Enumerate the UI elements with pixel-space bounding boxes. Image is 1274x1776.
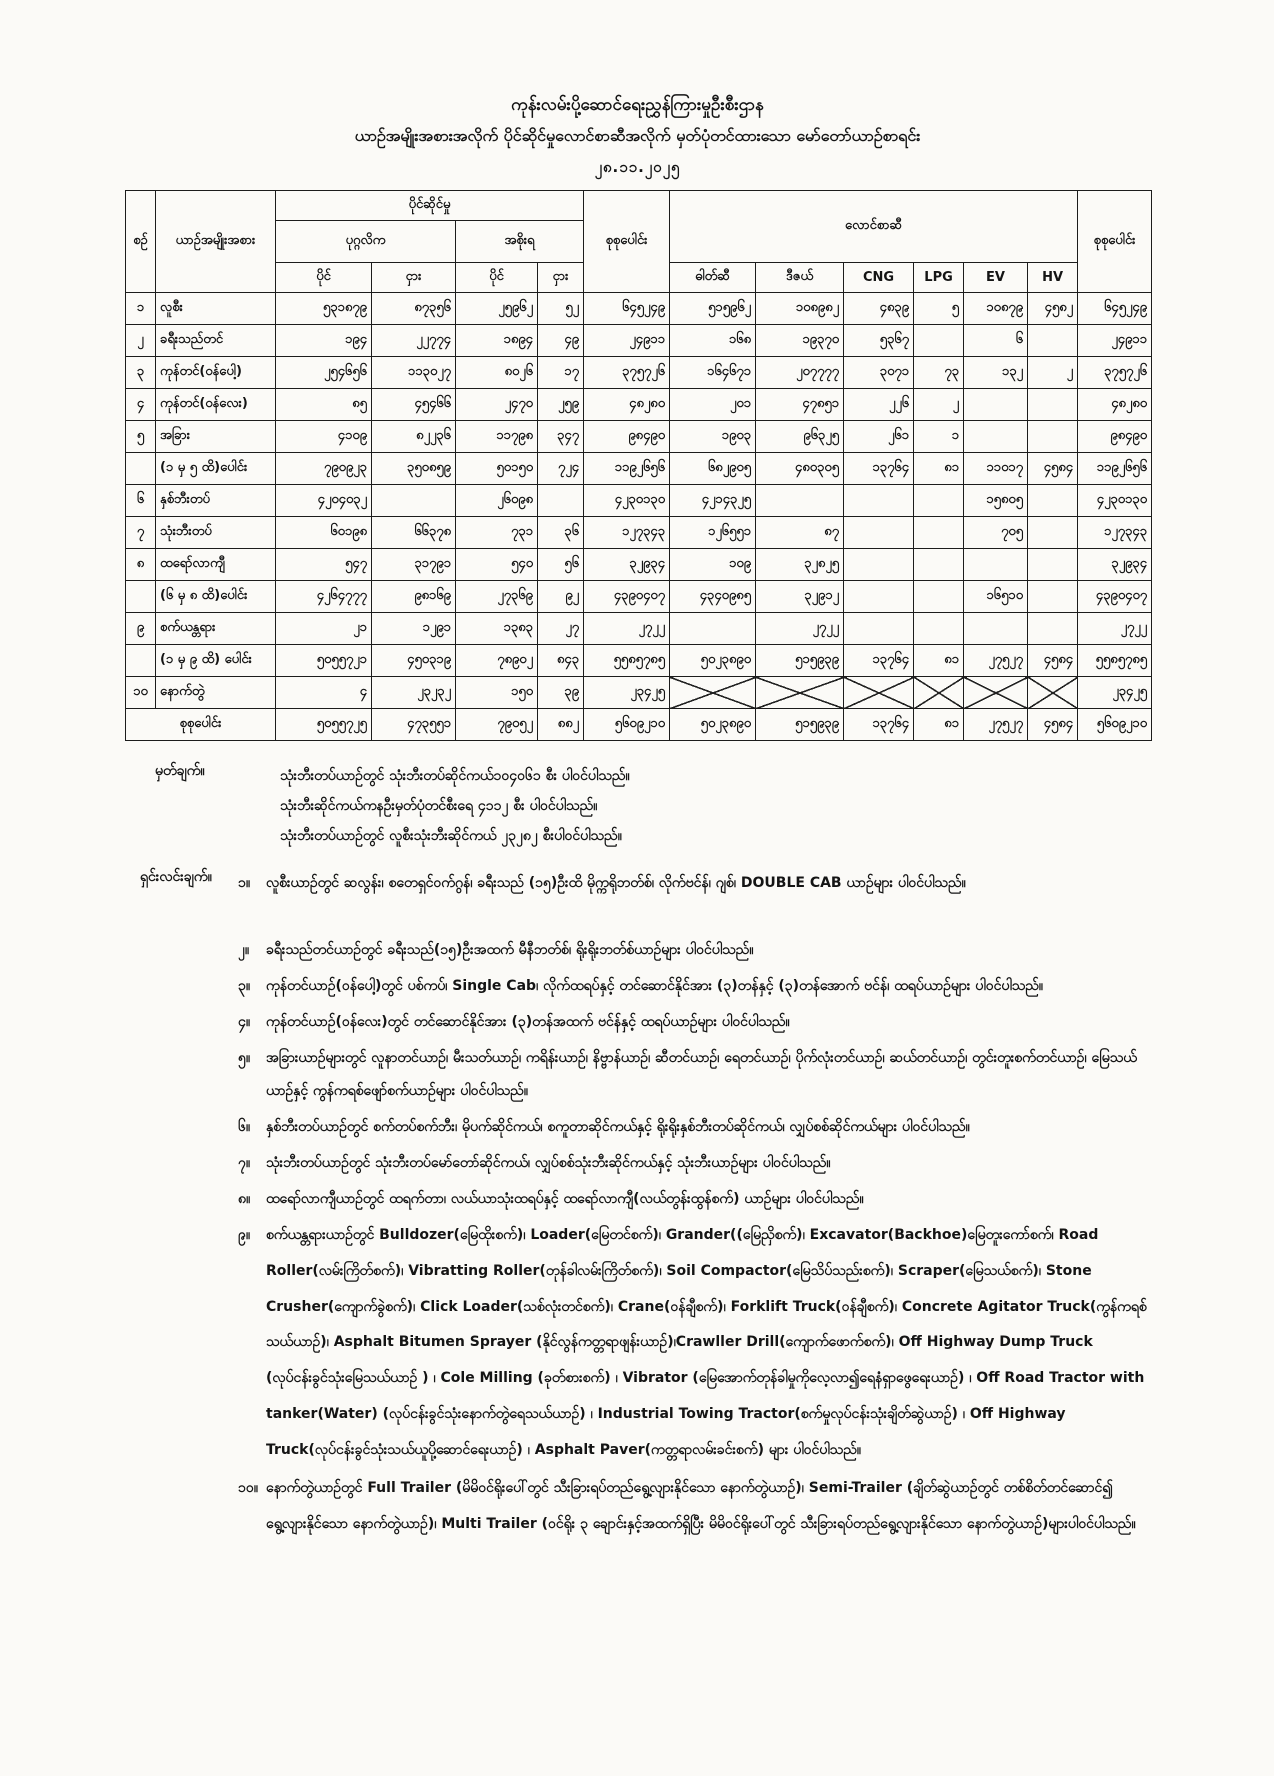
cell-private-hire: ၄၅၀၃၁၉ <box>372 645 456 677</box>
cell-fuel-petrol: ၁၆၈ <box>670 325 756 357</box>
cell-fuel-hv <box>1028 325 1078 357</box>
cell-fuel-hv: ၄၅၈၄ <box>1028 645 1078 677</box>
cell-row-label: (၁ မှ ၉ ထိ) ပေါင်း <box>156 645 276 677</box>
table-row-data <box>126 549 1152 581</box>
cell-fuel-ev: ၇၀၅ <box>964 517 1028 549</box>
cell-gov-hire: ၃၆ <box>538 517 584 549</box>
cell-fuel-lpg: ၈၁ <box>914 453 964 485</box>
note-line: သုံးဘီးတပ်ယာဉ်တွင် လူစီးသုံးဘီးဆိုင်ကယ် ၂၃၂၈၂ စီးပါဝင်ပါသည်။ <box>280 828 622 845</box>
cell-no <box>126 645 156 677</box>
cell-fuel-ev <box>964 613 1028 645</box>
cell-fuel-petrol: ၅၁၅၉၆၂ <box>670 293 756 325</box>
cell-total-ownership: ၄၂၃၀၁၃၀ <box>584 485 670 517</box>
cell-gov-own: ၅၀၁၅၀ <box>456 453 538 485</box>
cell-fuel-hv <box>1028 517 1078 549</box>
cell-fuel-diesel: ၉၆၃၂၅ <box>756 421 844 453</box>
cell-gov-own: ၇၉၀၅၂ <box>456 709 538 741</box>
cell-fuel-hv <box>1028 613 1078 645</box>
cell-total-fuel: ၄၂၃၀၁၃၀ <box>1078 485 1152 517</box>
cell-gov-hire: ၁၇ <box>538 357 584 389</box>
cell-gov-hire: ၃၄၇ <box>538 421 584 453</box>
cell-fuel-ev: ၁၀၈၇၉ <box>964 293 1028 325</box>
cell-fuel-petrol: ၅၀၂၃၈၉၀ <box>670 645 756 677</box>
cell-total-ownership: ၁၁၉၂၆၅၆ <box>584 453 670 485</box>
explanation-item <box>238 1218 1150 1468</box>
explanation-item-number: ၂။ <box>238 942 250 959</box>
explanation-item <box>238 1147 1150 1180</box>
cell-no: ၇ <box>126 517 156 549</box>
cell-private-own: ၄၂၀၄၀၃၂ <box>276 485 372 517</box>
cell-gov-hire: ၉၂ <box>538 581 584 613</box>
cell-fuel-lpg <box>914 581 964 613</box>
cell-total-ownership: ၃၂၉၃၄ <box>584 549 670 581</box>
cell-fuel-lpg: ၈၁ <box>914 709 964 741</box>
explanation-item-number: ၉။ <box>238 1227 251 1244</box>
cell-fuel-ev: ၆ <box>964 325 1028 357</box>
cell-fuel-cng: ၃၀၇၁ <box>844 357 914 389</box>
explanation-item-number: ၁။ <box>238 875 251 892</box>
explanation-item <box>238 970 1150 1003</box>
col-header-government: အစိုးရ <box>456 221 584 263</box>
cell-gov-own: ၅၄၀ <box>456 549 538 581</box>
cell-fuel-lpg: ၈၁ <box>914 645 964 677</box>
cell-private-hire: ၁၂၉၁ <box>372 613 456 645</box>
cell-private-own: ၈၅ <box>276 389 372 421</box>
col-header-fuel-diesel: ဒီဇယ် <box>756 263 844 293</box>
cell-fuel-cng-crossed-out <box>844 677 914 709</box>
cell-private-hire: ၈၂၂၃၆ <box>372 421 456 453</box>
cell-private-own: ၄ <box>276 677 372 709</box>
cell-fuel-diesel <box>756 485 844 517</box>
cell-total-ownership: ၂၇၂၂ <box>584 613 670 645</box>
col-header-ownership: ပိုင်ဆိုင်မှု <box>276 191 584 221</box>
notes-block <box>125 761 1150 851</box>
cell-total-fuel: ၁၂၇၃၄၃ <box>1078 517 1152 549</box>
cell-fuel-diesel: ၂၀၇၇၇၇ <box>756 357 844 389</box>
cell-fuel-diesel-crossed-out <box>756 677 844 709</box>
cell-private-hire: ၄၇၃၅၅၁ <box>372 709 456 741</box>
cell-fuel-petrol: ၄၃၄၀၉၈၅ <box>670 581 756 613</box>
document-date: ၂၈.၁၁.၂၀၂၅ <box>594 158 681 177</box>
cell-total-ownership: ၃၇၅၇၂၆ <box>584 357 670 389</box>
explanation-item-text: ကုန်တင်ယာဉ်(ဝန်လေး)တွင် တင်ဆောင်နိုင်အား (၃)တန်အထက် ဗင်န်နှင့် ထရပ်ယာဉ်များ ပါဝင်ပါသည်။ <box>266 1014 790 1031</box>
cell-fuel-ev: ၁၁၀၁၇ <box>964 453 1028 485</box>
cell-private-hire: ၆၆၃၇၈ <box>372 517 456 549</box>
cell-row-label: စက်ယန္တရား <box>156 613 276 645</box>
cell-fuel-lpg <box>914 517 964 549</box>
notes-label: မှတ်ချက်။ <box>155 763 205 780</box>
cell-private-own: ၄၁၀၉ <box>276 421 372 453</box>
cell-no: ၅ <box>126 421 156 453</box>
cell-total-ownership: ၅၅၈၅၇၈၅ <box>584 645 670 677</box>
explanation-item-number: ၇။ <box>238 1154 251 1171</box>
cell-fuel-diesel: ၈၇ <box>756 517 844 549</box>
cell-total-fuel: ၄၃၉၀၄၀၇ <box>1078 581 1152 613</box>
table-row-data <box>126 517 1152 549</box>
cell-gov-hire: ၂၅၉ <box>538 389 584 421</box>
cell-fuel-cng: ၅၃၆၇ <box>844 325 914 357</box>
cell-row-label: (၁ မှ ၅ ထိ)ပေါင်း <box>156 453 276 485</box>
cell-private-own: ၅၀၅၅၇၂၅ <box>276 709 372 741</box>
note-line: သုံးဘီးတပ်ယာဉ်တွင် သုံးဘီးတပ်ဆိုင်ကယ်၁၀၄၀၆၁ စီး ပါဝင်ပါသည်။ <box>280 768 630 785</box>
cell-total-fuel: ၉၈၄၉၀ <box>1078 421 1152 453</box>
explanations-items <box>238 867 1150 1545</box>
cell-gov-own: ၁၈၉၄ <box>456 325 538 357</box>
explanation-item-number: ၈။ <box>238 1190 251 1207</box>
cell-fuel-lpg: ၅ <box>914 293 964 325</box>
explanation-item-text: အခြားယာဉ်များတွင် လူနာတင်ယာဉ်၊ မီးသတ်ယာဉ်၊ ကရိန်းယာဉ်၊ နိဗ္ဗာန်ယာဉ်၊ ဆီတင်ယာဉ်၊ ရေတင်ယာဉ်၊ ပိုက်လုံးတင်ယာဉ်၊ ဆယ်တင်ယာဉ်၊ တွင်းတူးစက်တင်ယာဉ်၊ မြေသယ်ယာဉ်နှင့် ကွန်ကရစ်ဖျော်စက်ယာဉ်များ ပါဝင်ပါသည်။ <box>266 1049 1137 1099</box>
cell-total-fuel: ၂၄၉၁၁ <box>1078 325 1152 357</box>
explanation-item-number: ၁၀။ <box>238 1480 258 1497</box>
cell-fuel-hv <box>1028 421 1078 453</box>
cell-fuel-petrol: ၁၀၉ <box>670 549 756 581</box>
cell-fuel-lpg <box>914 549 964 581</box>
cell-fuel-hv: ၄၅၈၄ <box>1028 453 1078 485</box>
cell-gov-hire: ၅၆ <box>538 549 584 581</box>
table-body <box>126 293 1152 741</box>
cell-fuel-hv: ၄၅၈၂ <box>1028 293 1078 325</box>
cell-fuel-petrol: ၁၆၄၆၇၁ <box>670 357 756 389</box>
cell-fuel-cng: ၁၃၇၆၄ <box>844 453 914 485</box>
cell-fuel-ev: ၂၇၅၂၇ <box>964 645 1028 677</box>
cell-fuel-diesel: ၁၉၃၇၀ <box>756 325 844 357</box>
explanation-item-number: ၃။ <box>238 978 251 995</box>
cell-total-ownership: ၄၈၂၈၀ <box>584 389 670 421</box>
cell-no: ၃ <box>126 357 156 389</box>
explanation-item <box>238 1042 1150 1108</box>
cell-total-fuel: ၃၇၅၇၂၆ <box>1078 357 1152 389</box>
explanation-item-number: ၄။ <box>238 1014 251 1031</box>
cell-fuel-cng <box>844 485 914 517</box>
cell-no <box>126 453 156 485</box>
cell-private-own: ၅၄၇ <box>276 549 372 581</box>
cell-fuel-cng: ၁၃၇၆၄ <box>844 645 914 677</box>
cell-fuel-ev: ၁၅၈၀၅ <box>964 485 1028 517</box>
cell-row-label: သုံးဘီးတပ် <box>156 517 276 549</box>
table-row-subtotal <box>126 581 1152 613</box>
cell-private-own: ၂၅၄၆၅၆ <box>276 357 372 389</box>
cell-fuel-lpg <box>914 325 964 357</box>
col-header-total-fuel: စုစုပေါင်း <box>1078 191 1152 293</box>
cell-row-label: ကုန်တင်(ဝန်လေး) <box>156 389 276 421</box>
cell-total-fuel: ၄၈၂၈၀ <box>1078 389 1152 421</box>
cell-no: ၆ <box>126 485 156 517</box>
cell-row-label: စုစုပေါင်း <box>126 709 276 741</box>
cell-gov-own: ၂၄၇၀ <box>456 389 538 421</box>
cell-fuel-diesel: ၄၇၈၅၁ <box>756 389 844 421</box>
cell-fuel-diesel: ၄၈၀၃၀၅ <box>756 453 844 485</box>
cell-fuel-hv: ၄၅၈၄ <box>1028 709 1078 741</box>
cell-total-ownership: ၅၆၀၉၂၁၀ <box>584 709 670 741</box>
cell-fuel-ev <box>964 549 1028 581</box>
explanation-item-text: ထရော်လာကျီယာဉ်တွင် ထရက်တာ၊ လယ်ယာသုံးထရပ်နှင့် ထရော်လာကျီ(လယ်တွန်းထွန်စက်) ယာဉ်များ ပါဝင်ပါသည်။ <box>266 1190 864 1207</box>
cell-fuel-petrol: ၄၂၁၄၃၂၅ <box>670 485 756 517</box>
document-title: ကုန်းလမ်းပို့ဆောင်ရေးညွှန်ကြားမှုဦးစီးဌာန <box>511 95 764 115</box>
explanation-item-number: ၅။ <box>238 1049 251 1066</box>
cell-gov-hire: ၈၈၂ <box>538 709 584 741</box>
cell-fuel-petrol: ၆၈၂၉၀၅ <box>670 453 756 485</box>
cell-private-hire: ၄၅၄၆၆ <box>372 389 456 421</box>
cell-gov-own: ၂၆၀၉၈ <box>456 485 538 517</box>
cell-fuel-hv: ၂ <box>1028 357 1078 389</box>
table-row-subtotal <box>126 453 1152 485</box>
cell-private-own: ၇၉၀၉၂၃ <box>276 453 372 485</box>
cell-no <box>126 581 156 613</box>
table-row-data <box>126 389 1152 421</box>
cell-private-own: ၅၃၁၈၇၉ <box>276 293 372 325</box>
cell-fuel-diesel: ၃၂၉၁၂ <box>756 581 844 613</box>
cell-fuel-lpg <box>914 485 964 517</box>
cell-fuel-petrol: ၅၀၂၃၈၉၀ <box>670 709 756 741</box>
cell-fuel-ev <box>964 421 1028 453</box>
cell-fuel-lpg: ၇၃ <box>914 357 964 389</box>
cell-fuel-petrol: ၁၂၆၅၅၁ <box>670 517 756 549</box>
cell-fuel-cng: ၂၂၆ <box>844 389 914 421</box>
cell-fuel-diesel: ၅၁၅၉၃၉ <box>756 709 844 741</box>
col-header-no: စဉ် <box>126 191 156 293</box>
cell-fuel-cng <box>844 613 914 645</box>
cell-total-fuel: ၅၆၀၉၂၁၀ <box>1078 709 1152 741</box>
explanation-item-text: နှစ်ဘီးတပ်ယာဉ်တွင် စက်တပ်စက်ဘီး၊ မိုပက်ဆိုင်ကယ်၊ စကူတာဆိုင်ကယ်နှင့် ရိုးရိုးနှစ်ဘီးတပ်ဆိုင်ကယ်၊ လျှပ်စစ်ဆိုင်ကယ်များ ပါဝင်ပါသည်။ <box>266 1118 970 1135</box>
cell-no: ၁ <box>126 293 156 325</box>
col-header-fuel-hv: HV <box>1028 263 1078 293</box>
cell-fuel-petrol-crossed-out <box>670 677 756 709</box>
col-header-total-ownership: စုစုပေါင်း <box>584 191 670 293</box>
cell-fuel-lpg-crossed-out <box>914 677 964 709</box>
cell-fuel-diesel: ၃၂၈၂၅ <box>756 549 844 581</box>
cell-total-fuel: ၃၂၉၃၄ <box>1078 549 1152 581</box>
cell-total-ownership: ၉၈၄၉၀ <box>584 421 670 453</box>
cell-total-fuel: ၅၅၈၅၇၈၅ <box>1078 645 1152 677</box>
explanation-item <box>238 867 1150 900</box>
cell-fuel-petrol: ၁၉၀၃ <box>670 421 756 453</box>
explanation-item <box>238 1111 1150 1144</box>
col-header-fuel-lpg: LPG <box>914 263 964 293</box>
cell-fuel-ev: ၂၇၅၂၇ <box>964 709 1028 741</box>
cell-total-fuel: ၂၇၂၂ <box>1078 613 1152 645</box>
explanations-block <box>125 867 1150 1545</box>
table-row-data <box>126 325 1152 357</box>
cell-fuel-cng: ၂၆၁ <box>844 421 914 453</box>
cell-fuel-lpg: ၁ <box>914 421 964 453</box>
cell-no: ၉ <box>126 613 156 645</box>
cell-fuel-cng <box>844 549 914 581</box>
cell-no: ၁၀ <box>126 677 156 709</box>
cell-fuel-diesel: ၁၀၈၉၈၂ <box>756 293 844 325</box>
cell-fuel-hv <box>1028 549 1078 581</box>
explanation-item-text: စက်ယန္တရားယာဉ်တွင် Bulldozer(မြေထိုးစက်)၊ Loader(မြေတင်စက်)၊ Grander((မြေညှိစက်)၊ Excavator(Backhoe)မြေတူးကော်စက်၊ Road Roller(လမ်းကြိတ်စက်)၊ Vibratting Roller(တုန်ခါလမ်းကြိတ်စက်)၊ Soil Compactor(မြေသိပ်သည်းစက်)၊ Scraper(မြေသယ်စက်)၊ Stone Crusher(ကျောက်ခွဲစက်)၊ Click Loader(သစ်လုံးတင်စက်)၊ Crane(ဝန်ချီစက်)၊ Forklift Truck(ဝန်ချီစက်)၊ Concrete Agitator Truck(ကွန်ကရစ်သယ်ယာဉ်)၊ Asphalt Bitumen Sprayer (နိုင်လွန်ကတ္တရာဖျန်းယာဉ်)၊Crawller Drill(ကျောက်ဖောက်စက်)၊ Off Highway Dump Truck (လုပ်ငန်းခွင်သုံးမြေသယ်ယာဉ် ) ၊ Cole Milling (ခုတ်စားစက်) ၊ Vibrator (မြေအောက်တုန်ခါမှုကိုလေ့လာ၍ရေနံရှာဖွေရေးယာဉ်) ၊ Off Road Tractor with tanker(Water) (လုပ်ငန်းခွင်သုံးနောက်တွဲရေသယ်ယာဉ်) ၊ Industrial Towing Tractor(စက်မှုလုပ်ငန်းသုံးချိတ်ဆွဲယာဉ်) ၊ Off Highway Truck(လုပ်ငန်းခွင်သုံးသယ်ယူပို့ဆောင်ရေးယာဉ်) ၊ Asphalt Paver(ကတ္တရာလမ်းခင်းစက်) များ ပါဝင်ပါသည်။ <box>266 1227 1147 1458</box>
cell-gov-own: ၁၃၈၃ <box>456 613 538 645</box>
table-row-data <box>126 677 1152 709</box>
cell-row-label: နှစ်ဘီးတပ် <box>156 485 276 517</box>
cell-no: ၄ <box>126 389 156 421</box>
cell-gov-hire: ၄၉ <box>538 325 584 357</box>
cell-private-own: ၁၉၄ <box>276 325 372 357</box>
explanations-label: ရှင်းလင်းချက်။ <box>140 869 212 886</box>
table-row-subtotal <box>126 645 1152 677</box>
table-row-data <box>126 485 1152 517</box>
cell-total-ownership: ၂၄၉၁၁ <box>584 325 670 357</box>
col-header-fuel: လောင်စာဆီ <box>670 191 1078 263</box>
cell-fuel-ev: ၁၆၅၁၀ <box>964 581 1028 613</box>
col-header-private-hire: ငှား <box>372 263 456 293</box>
col-header-gov-hire: ငှား <box>538 263 584 293</box>
cell-fuel-petrol: ၂၀၁ <box>670 389 756 421</box>
cell-row-label: နောက်တွဲ <box>156 677 276 709</box>
cell-gov-own: ၇၈၉၀၂ <box>456 645 538 677</box>
explanation-item <box>238 934 1150 967</box>
explanation-item <box>238 1471 1150 1542</box>
cell-fuel-cng <box>844 581 914 613</box>
explanation-item-text: ခရီးသည်တင်ယာဉ်တွင် ခရီးသည်(၁၅)ဦးအထက် မီနီဘတ်စ်၊ ရိုးရိုးဘတ်စ်ယာဉ်များ ပါဝင်ပါသည်။ <box>266 942 754 959</box>
cell-total-fuel: ၂၃၄၂၅ <box>1078 677 1152 709</box>
note-line: သုံးဘီးဆိုင်ကယ်ကနဦးမှတ်ပုံတင်စီးရေ ၄၁၁၂ စီး ပါဝင်ပါသည်။ <box>280 798 598 815</box>
table-row-data <box>126 613 1152 645</box>
table-row-data <box>126 293 1152 325</box>
table-row-data <box>126 357 1152 389</box>
title-block <box>125 94 1150 180</box>
cell-total-ownership: ၄၃၉၀၄၀၇ <box>584 581 670 613</box>
notes-lines <box>250 761 1150 851</box>
cell-gov-own: ၁၁၇၉၈ <box>456 421 538 453</box>
cell-fuel-petrol <box>670 613 756 645</box>
col-header-fuel-ev: EV <box>964 263 1028 293</box>
cell-row-label: အခြား <box>156 421 276 453</box>
explanation-item-text: သုံးဘီးတပ်ယာဉ်တွင် သုံးဘီးတပ်မော်တော်ဆိုင်ကယ်၊ လျှပ်စစ်သုံးဘီးဆိုင်ကယ်နှင့် သုံးဘီးယာဉ်များ ပါဝင်ပါသည်။ <box>266 1154 831 1171</box>
cell-no: ၈ <box>126 549 156 581</box>
cell-private-hire: ၈၇၃၅၆ <box>372 293 456 325</box>
cell-total-ownership: ၆၄၅၂၄၉ <box>584 293 670 325</box>
cell-fuel-ev: ၁၃၂ <box>964 357 1028 389</box>
table-row-grandtotal <box>126 709 1152 741</box>
explanation-item <box>238 1183 1150 1216</box>
cell-fuel-diesel: ၅၁၅၉၃၉ <box>756 645 844 677</box>
cell-gov-hire: ၂၇ <box>538 613 584 645</box>
explanation-item-text: လူစီးယာဉ်တွင် ဆလွန်း၊ စတေရှင်ဝက်ဂွန်၊ ခရီးသည် (၁၅)ဦးထိ မိုက္ကရိုဘတ်စ်၊ လိုက်ဗင်န်၊ ဂျစ်၊ DOUBLE CAB ယာဉ်များ ပါဝင်ပါသည်။ <box>266 875 966 892</box>
col-header-vehicle-type: ယာဉ်အမျိုးအစား <box>156 191 276 293</box>
cell-fuel-lpg: ၂ <box>914 389 964 421</box>
explanation-item-text: ကုန်တင်ယာဉ်(ဝန်ပေါ့)တွင် ပစ်ကပ်၊ Single Cab၊ လိုက်ထရပ်နှင့် တင်ဆောင်နိုင်အား (၃)တန်နှင့် (၃)တန်အောက် ဗင်န်၊ ထရပ်ယာဉ်များ ပါဝင်ပါသည်။ <box>266 978 1044 995</box>
cell-fuel-hv <box>1028 389 1078 421</box>
cell-fuel-lpg <box>914 613 964 645</box>
cell-private-hire: ၂၂၇၇၄ <box>372 325 456 357</box>
cell-gov-hire <box>538 485 584 517</box>
col-header-private: ပုဂ္ဂလိက <box>276 221 456 263</box>
cell-private-own: ၄၂၆၄၇၇၇ <box>276 581 372 613</box>
explanation-item-number: ၆။ <box>238 1118 251 1135</box>
cell-row-label: ကုန်တင်(ဝန်ပေါ့) <box>156 357 276 389</box>
cell-gov-hire: ၇၂၄ <box>538 453 584 485</box>
cell-gov-own: ၁၅၀ <box>456 677 538 709</box>
vehicle-registration-table <box>125 190 1152 741</box>
col-header-private-own: ပိုင် <box>276 263 372 293</box>
cell-gov-own: ၂၅၉၆၂ <box>456 293 538 325</box>
cell-private-hire: ၂၃၂၃၂ <box>372 677 456 709</box>
cell-private-hire: ၁၁၃၀၂၇ <box>372 357 456 389</box>
table-header <box>126 191 1152 293</box>
col-header-fuel-petrol: ဓါတ်ဆီ <box>670 263 756 293</box>
explanation-item-text: နောက်တွဲယာဉ်တွင် Full Trailer (မိမိဝင်ရိုးပေါ်တွင် သီးခြားရပ်တည်ရွေ့လျားနိုင်သော နောက်တွဲယာဉ်)၊ Semi-Trailer (ချိတ်ဆွဲယာဉ်တွင် တစ်စိတ်တင်ဆောင်၍ ရွေ့လျားနိုင်သော နောက်တွဲယာဉ်)၊ Multi Trailer (ဝင်ရိုး ၃ ချောင်းနှင့်အထက်ရှိပြီး မိမိဝင်ရိုးပေါ်တွင် သီးခြားရပ်တည်ရွေ့လျားနိုင်သော နောက်တွဲယာဉ်)များပါဝင်ပါသည်။ <box>266 1480 1136 1532</box>
col-header-gov-own: ပိုင် <box>456 263 538 293</box>
cell-private-hire <box>372 485 456 517</box>
cell-no: ၂ <box>126 325 156 357</box>
cell-gov-hire: ၅၂ <box>538 293 584 325</box>
cell-fuel-ev <box>964 389 1028 421</box>
explanation-item <box>238 1006 1150 1039</box>
cell-fuel-hv-crossed-out <box>1028 677 1078 709</box>
cell-gov-own: ၂၇၃၆၉ <box>456 581 538 613</box>
cell-row-label: ခရီးသည်တင် <box>156 325 276 357</box>
cell-fuel-diesel: ၂၇၂၂ <box>756 613 844 645</box>
cell-gov-hire: ၃၉ <box>538 677 584 709</box>
table-row-data <box>126 421 1152 453</box>
cell-row-label: လူစီး <box>156 293 276 325</box>
cell-total-ownership: ၁၂၇၃၄၃ <box>584 517 670 549</box>
cell-total-ownership: ၂၃၄၂၅ <box>584 677 670 709</box>
cell-private-own: ၆၀၁၉၈ <box>276 517 372 549</box>
cell-row-label: (၆ မှ ၈ ထိ)ပေါင်း <box>156 581 276 613</box>
cell-fuel-hv <box>1028 581 1078 613</box>
cell-private-own: ၂၁ <box>276 613 372 645</box>
cell-fuel-ev-crossed-out <box>964 677 1028 709</box>
cell-fuel-cng: ၁၃၇၆၄ <box>844 709 914 741</box>
document-subtitle: ယာဉ်အမျိုးအစားအလိုက် ပိုင်ဆိုင်မှုလောင်စာဆီအလိုက် မှတ်ပုံတင်ထားသော မော်တော်ယာဉ်စာရင်း <box>354 126 921 146</box>
cell-fuel-hv <box>1028 485 1078 517</box>
cell-fuel-cng <box>844 517 914 549</box>
cell-private-hire: ၃၁၇၉၁ <box>372 549 456 581</box>
cell-fuel-cng: ၄၈၃၉ <box>844 293 914 325</box>
cell-private-own: ၅၀၅၅၇၂၁ <box>276 645 372 677</box>
cell-gov-hire: ၈၄၃ <box>538 645 584 677</box>
cell-total-fuel: ၁၁၉၂၆၅၆ <box>1078 453 1152 485</box>
cell-row-label: ထရော်လာကျီ <box>156 549 276 581</box>
cell-gov-own: ၈၀၂၆ <box>456 357 538 389</box>
cell-private-hire: ၃၅၀၈၅၉ <box>372 453 456 485</box>
cell-total-fuel: ၆၄၅၂၄၉ <box>1078 293 1152 325</box>
col-header-fuel-cng: CNG <box>844 263 914 293</box>
cell-private-hire: ၉၈၁၆၉ <box>372 581 456 613</box>
cell-gov-own: ၇၃၁ <box>456 517 538 549</box>
